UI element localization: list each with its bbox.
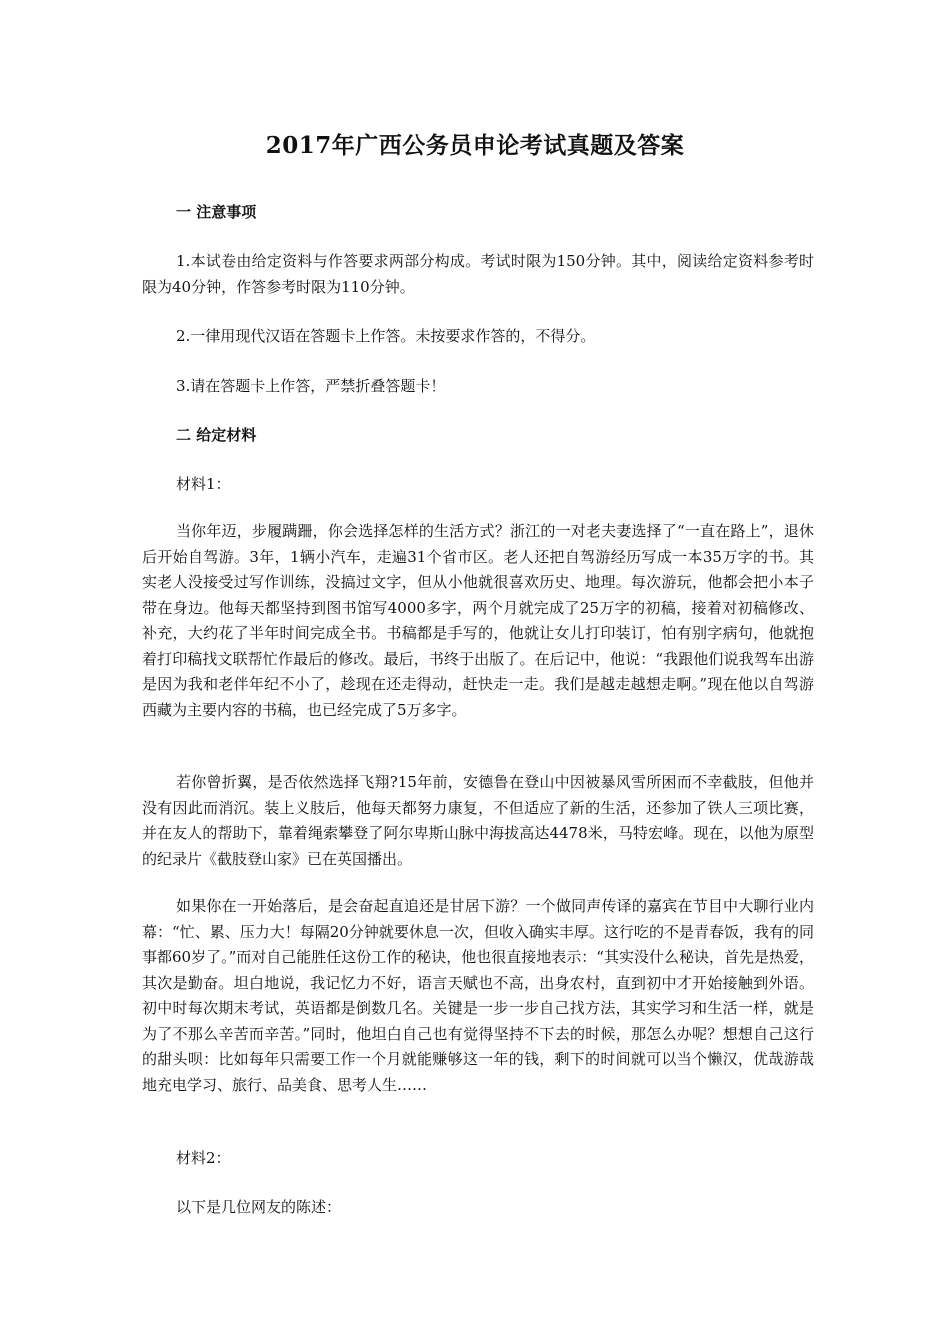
material-1-paragraph-1: 当你年迈，步履蹒跚，你会选择怎样的生活方式？浙江的一对老夫妻选择了“一直在路上”，退休后开始自驾游。3年，1辆小汽车，走遍31个省市区。老人还把自驾游经历写成一本35万字的书。其实老人没接受过写作训练，没搞过文字，但从小他就很喜欢历史、地理。每次游玩，他都会把小本子带在身边。他每天都坚持到图书馆写4000多字，两个月就完成了25万字的初稿，接着对初稿修改、补充，大约花了半年时间完成全书。书稿都是手写的，他就让女儿打印装订，怕有别字病句，他就抱着打印稿找文联帮忙作最后的修改。最后，书终于出版了。在后记中，他说：“我跟他们说我驾车出游是因为我和老伴年纪不小了，趁现在还走得动，赶快走一走。我们是越走越想走啊。”现在他以自驾游西藏为主要内容的书稿，也已经完成了5万多字。 (142, 522, 814, 719)
material-1-paragraph-2: 若你曾折翼，是否依然选择飞翔?15年前，安德鲁在登山中因被暴风雪所困而不幸截肢，但他并没有因此而消沉。装上义肢后，他每天都努力康复，不但适应了新的生活，还参加了铁人三项比赛，并在友人的帮助下，靠着绳索攀登了阿尔卑斯山脉中海拔高达4478米，马特宏峰。现在，以他为原型的纪录片《截肢登山家》已在英国播出。 (142, 773, 814, 868)
document-title: 2017年广西公务员申论考试真题及答案 (265, 132, 685, 159)
note-item-1: 1.本试卷由给定资料与作答要求两部分构成。考试时限为150分钟。其中，阅读给定资料参考时限为40分钟，作答参考时限为110分钟。 (142, 252, 814, 296)
material-2-label: 材料2： (176, 1149, 231, 1167)
material-1-paragraph-3: 如果你在一开始落后，是会奋起直追还是甘居下游？一个做同声传译的嘉宾在节目中大聊行业内幕：“忙、累、压力大！每隔20分钟就要休息一次，但收入确实丰厚。这行吃的不是青春饭，我有的同事都60岁了。”而对自己能胜任这份工作的秘诀，他也很直接地表示：“其实没什么秘诀，首先是热爱，其次是勤奋。坦白地说，我记忆力不好，语言天赋也不高，出身农村，直到初中才开始接触到外语。初中时每次期末考试，英语都是倒数几名。关键是一步一步自己找方法，其实学习和生活一样，就是为了不那么辛苦而辛苦。”同时，他坦白自己也有觉得坚持不下去的时候，那怎么办呢？想想自己这行的甜头呗：比如每年只需要工作一个月就能赚够这一年的钱，剩下的时间就可以当个懒汉，优哉游哉地充电学习、旅行、品美食、思考人生…… (142, 897, 814, 1094)
material-2-intro: 以下是几位网友的陈述： (176, 1198, 342, 1216)
section-heading-notes: 一 注意事项 (176, 203, 257, 221)
note-item-3: 3.请在答题卡上作答，严禁折叠答题卡！ (176, 377, 446, 395)
note-item-2: 2.一律用现代汉语在答题卡上作答。未按要求作答的，不得分。 (176, 327, 596, 345)
section-heading-materials: 二 给定材料 (176, 426, 257, 444)
material-1-label: 材料1： (176, 475, 231, 493)
